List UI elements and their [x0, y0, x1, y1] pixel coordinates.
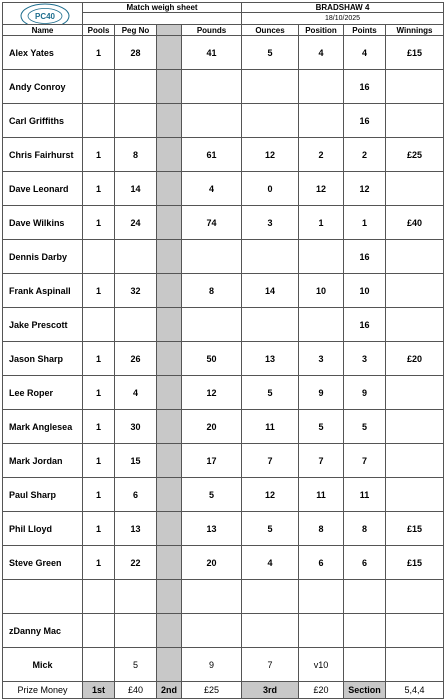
- cell-winnings: [386, 444, 444, 478]
- cell-winnings: £25: [386, 138, 444, 172]
- cell-points: 5: [344, 410, 386, 444]
- cell-pounds: 20: [182, 410, 242, 444]
- cell-spacer: [157, 206, 182, 240]
- cell-position: [299, 580, 344, 614]
- cell-points: 4: [344, 36, 386, 70]
- column-header-row: [3, 25, 444, 36]
- cell-name: Phil Lloyd: [3, 512, 83, 546]
- cell-position: 2: [299, 138, 344, 172]
- table-row: [3, 240, 444, 274]
- cell-peg: 4: [115, 376, 157, 410]
- table-row: [3, 512, 444, 546]
- cell-winnings: £40: [386, 206, 444, 240]
- table-row: [3, 36, 444, 70]
- cell-position: 3: [299, 342, 344, 376]
- cell-peg: [115, 70, 157, 104]
- cell-points: 11: [344, 478, 386, 512]
- cell-ounces: 5: [242, 512, 299, 546]
- table-row: [3, 614, 444, 648]
- cell-pounds: 17: [182, 444, 242, 478]
- cell-pools: 1: [83, 376, 115, 410]
- cell-points: 16: [344, 70, 386, 104]
- cell-spacer: [157, 308, 182, 342]
- col-header-spacer: [157, 25, 182, 36]
- cell-pools: 1: [83, 444, 115, 478]
- cell-pounds: 12: [182, 376, 242, 410]
- cell-pounds: 5: [182, 478, 242, 512]
- cell-winnings: [386, 308, 444, 342]
- cell-peg: 5: [115, 648, 157, 682]
- cell-position: [299, 614, 344, 648]
- cell-spacer: [157, 614, 182, 648]
- cell-pools: [83, 308, 115, 342]
- cell-points: 12: [344, 172, 386, 206]
- weigh-sheet-table: [2, 2, 444, 699]
- cell-name: Mick: [3, 648, 83, 682]
- cell-ounces: [242, 240, 299, 274]
- cell-pools: [83, 580, 115, 614]
- logo-text: PC40: [34, 12, 56, 21]
- table-row: [3, 138, 444, 172]
- cell-pounds: 50: [182, 342, 242, 376]
- cell-points: 16: [344, 308, 386, 342]
- cell-peg: [115, 614, 157, 648]
- cell-spacer: [157, 376, 182, 410]
- col-header-ounces: Ounces: [242, 25, 299, 36]
- cell-pools: 1: [83, 342, 115, 376]
- cell-ounces: 13: [242, 342, 299, 376]
- prize-first-label: 1st: [83, 682, 115, 699]
- cell-winnings: £15: [386, 36, 444, 70]
- cell-winnings: £15: [386, 546, 444, 580]
- cell-pounds: 8: [182, 274, 242, 308]
- prize-third-label: 3rd: [242, 682, 299, 699]
- cell-pools: [83, 240, 115, 274]
- cell-pools: 1: [83, 410, 115, 444]
- cell-winnings: [386, 172, 444, 206]
- cell-pounds: [182, 70, 242, 104]
- cell-winnings: £15: [386, 512, 444, 546]
- cell-ounces: 11: [242, 410, 299, 444]
- cell-pounds: 61: [182, 138, 242, 172]
- cell-ounces: 0: [242, 172, 299, 206]
- prize-label: Prize Money: [3, 682, 83, 699]
- cell-position: [299, 308, 344, 342]
- prize-section-value: 5,4,4: [386, 682, 444, 699]
- cell-winnings: [386, 104, 444, 138]
- table-row: [3, 274, 444, 308]
- cell-peg: 32: [115, 274, 157, 308]
- cell-ounces: [242, 70, 299, 104]
- col-header-winnings: Winnings: [386, 25, 444, 36]
- cell-pools: 1: [83, 206, 115, 240]
- cell-position: [299, 240, 344, 274]
- cell-spacer: [157, 580, 182, 614]
- cell-spacer: [157, 104, 182, 138]
- col-header-points: Points: [344, 25, 386, 36]
- prize-third-value: £20: [299, 682, 344, 699]
- cell-ounces: 14: [242, 274, 299, 308]
- cell-name: Frank Aspinall: [3, 274, 83, 308]
- cell-spacer: [157, 274, 182, 308]
- cell-position: v10: [299, 648, 344, 682]
- cell-spacer: [157, 172, 182, 206]
- cell-pounds: [182, 308, 242, 342]
- cell-ounces: 7: [242, 648, 299, 682]
- cell-peg: [115, 580, 157, 614]
- prize-first-value: £40: [115, 682, 157, 699]
- cell-name: Dennis Darby: [3, 240, 83, 274]
- cell-name: Lee Roper: [3, 376, 83, 410]
- cell-peg: 22: [115, 546, 157, 580]
- cell-pounds: 20: [182, 546, 242, 580]
- cell-winnings: [386, 70, 444, 104]
- cell-ounces: 12: [242, 478, 299, 512]
- col-header-position: Position: [299, 25, 344, 36]
- cell-spacer: [157, 138, 182, 172]
- cell-peg: 6: [115, 478, 157, 512]
- cell-pounds: [182, 104, 242, 138]
- cell-name: Carl Griffiths: [3, 104, 83, 138]
- cell-position: 1: [299, 206, 344, 240]
- cell-name: Mark Jordan: [3, 444, 83, 478]
- table-row: [3, 648, 444, 682]
- cell-name: Dave Wilkins: [3, 206, 83, 240]
- cell-pools: [83, 614, 115, 648]
- cell-name: Mark Anglesea: [3, 410, 83, 444]
- cell-ounces: 4: [242, 546, 299, 580]
- cell-ounces: [242, 614, 299, 648]
- cell-peg: 24: [115, 206, 157, 240]
- table-row: [3, 206, 444, 240]
- cell-pools: 1: [83, 478, 115, 512]
- cell-ounces: [242, 308, 299, 342]
- cell-pools: 1: [83, 512, 115, 546]
- cell-peg: 28: [115, 36, 157, 70]
- cell-name: Steve Green: [3, 546, 83, 580]
- table-row: [3, 546, 444, 580]
- cell-points: 6: [344, 546, 386, 580]
- cell-points: 8: [344, 512, 386, 546]
- cell-peg: 14: [115, 172, 157, 206]
- cell-winnings: [386, 240, 444, 274]
- cell-winnings: [386, 376, 444, 410]
- cell-ounces: 5: [242, 376, 299, 410]
- cell-spacer: [157, 444, 182, 478]
- cell-position: 12: [299, 172, 344, 206]
- prize-second-label: 2nd: [157, 682, 182, 699]
- cell-name: Paul Sharp: [3, 478, 83, 512]
- cell-pools: [83, 648, 115, 682]
- cell-pounds: 74: [182, 206, 242, 240]
- venue-name: BRADSHAW 4: [242, 3, 444, 13]
- prize-money-row: [3, 682, 444, 699]
- cell-pounds: [182, 614, 242, 648]
- sheet-title: Match weigh sheet: [83, 3, 242, 13]
- col-header-name: Name: [3, 25, 83, 36]
- cell-winnings: [386, 614, 444, 648]
- cell-winnings: [386, 580, 444, 614]
- cell-name: Chris Fairhurst: [3, 138, 83, 172]
- cell-name: Dave Leonard: [3, 172, 83, 206]
- cell-pounds: [182, 240, 242, 274]
- cell-peg: 8: [115, 138, 157, 172]
- cell-spacer: [157, 342, 182, 376]
- cell-position: [299, 70, 344, 104]
- cell-pools: 1: [83, 138, 115, 172]
- cell-pounds: 13: [182, 512, 242, 546]
- cell-spacer: [157, 410, 182, 444]
- cell-pools: [83, 104, 115, 138]
- title-row: [3, 3, 444, 13]
- match-date: 18/10/2025: [242, 13, 444, 25]
- cell-peg: 15: [115, 444, 157, 478]
- cell-points: 10: [344, 274, 386, 308]
- cell-name: Alex Yates: [3, 36, 83, 70]
- cell-spacer: [157, 240, 182, 274]
- cell-ounces: 12: [242, 138, 299, 172]
- table-row: [3, 70, 444, 104]
- table-row: [3, 376, 444, 410]
- cell-points: 7: [344, 444, 386, 478]
- cell-winnings: [386, 274, 444, 308]
- cell-spacer: [157, 36, 182, 70]
- cell-points: 16: [344, 240, 386, 274]
- cell-position: 10: [299, 274, 344, 308]
- cell-points: 1: [344, 206, 386, 240]
- prize-second-value: £25: [182, 682, 242, 699]
- cell-pounds: 41: [182, 36, 242, 70]
- cell-spacer: [157, 648, 182, 682]
- cell-ounces: [242, 104, 299, 138]
- angler-rows: [3, 36, 444, 682]
- cell-ounces: 7: [242, 444, 299, 478]
- cell-points: [344, 614, 386, 648]
- cell-points: 3: [344, 342, 386, 376]
- cell-points: [344, 580, 386, 614]
- club-logo-icon: [19, 3, 71, 25]
- prize-section-label: Section: [344, 682, 386, 699]
- cell-position: 4: [299, 36, 344, 70]
- logo-cell: [3, 3, 83, 25]
- cell-peg: 26: [115, 342, 157, 376]
- cell-winnings: [386, 478, 444, 512]
- cell-spacer: [157, 512, 182, 546]
- cell-pools: [83, 70, 115, 104]
- cell-peg: [115, 308, 157, 342]
- table-row: [3, 172, 444, 206]
- cell-position: 8: [299, 512, 344, 546]
- cell-ounces: [242, 580, 299, 614]
- cell-peg: 30: [115, 410, 157, 444]
- cell-position: 6: [299, 546, 344, 580]
- cell-pounds: [182, 580, 242, 614]
- table-row: [3, 478, 444, 512]
- cell-pounds: 9: [182, 648, 242, 682]
- table-row: [3, 104, 444, 138]
- cell-spacer: [157, 546, 182, 580]
- cell-pools: 1: [83, 546, 115, 580]
- col-header-peg: Peg No: [115, 25, 157, 36]
- cell-spacer: [157, 478, 182, 512]
- cell-name: Jason Sharp: [3, 342, 83, 376]
- cell-name: zDanny Mac: [3, 614, 83, 648]
- cell-winnings: £20: [386, 342, 444, 376]
- cell-ounces: 3: [242, 206, 299, 240]
- cell-peg: [115, 240, 157, 274]
- cell-name: Andy Conroy: [3, 70, 83, 104]
- table-row: [3, 580, 444, 614]
- cell-points: 2: [344, 138, 386, 172]
- cell-peg: [115, 104, 157, 138]
- table-row: [3, 444, 444, 478]
- table-row: [3, 410, 444, 444]
- table-row: [3, 342, 444, 376]
- col-header-pounds: Pounds: [182, 25, 242, 36]
- cell-winnings: [386, 648, 444, 682]
- cell-winnings: [386, 410, 444, 444]
- cell-position: 7: [299, 444, 344, 478]
- cell-name: [3, 580, 83, 614]
- cell-position: 9: [299, 376, 344, 410]
- cell-peg: 13: [115, 512, 157, 546]
- cell-points: 16: [344, 104, 386, 138]
- cell-pools: 1: [83, 36, 115, 70]
- cell-name: Jake Prescott: [3, 308, 83, 342]
- cell-points: [344, 648, 386, 682]
- col-header-pools: Pools: [83, 25, 115, 36]
- cell-pounds: 4: [182, 172, 242, 206]
- cell-pools: 1: [83, 172, 115, 206]
- cell-spacer: [157, 70, 182, 104]
- date-left-blank: [83, 13, 242, 25]
- cell-pools: 1: [83, 274, 115, 308]
- cell-position: 5: [299, 410, 344, 444]
- cell-position: [299, 104, 344, 138]
- table-row: [3, 308, 444, 342]
- cell-points: 9: [344, 376, 386, 410]
- cell-position: 11: [299, 478, 344, 512]
- cell-ounces: 5: [242, 36, 299, 70]
